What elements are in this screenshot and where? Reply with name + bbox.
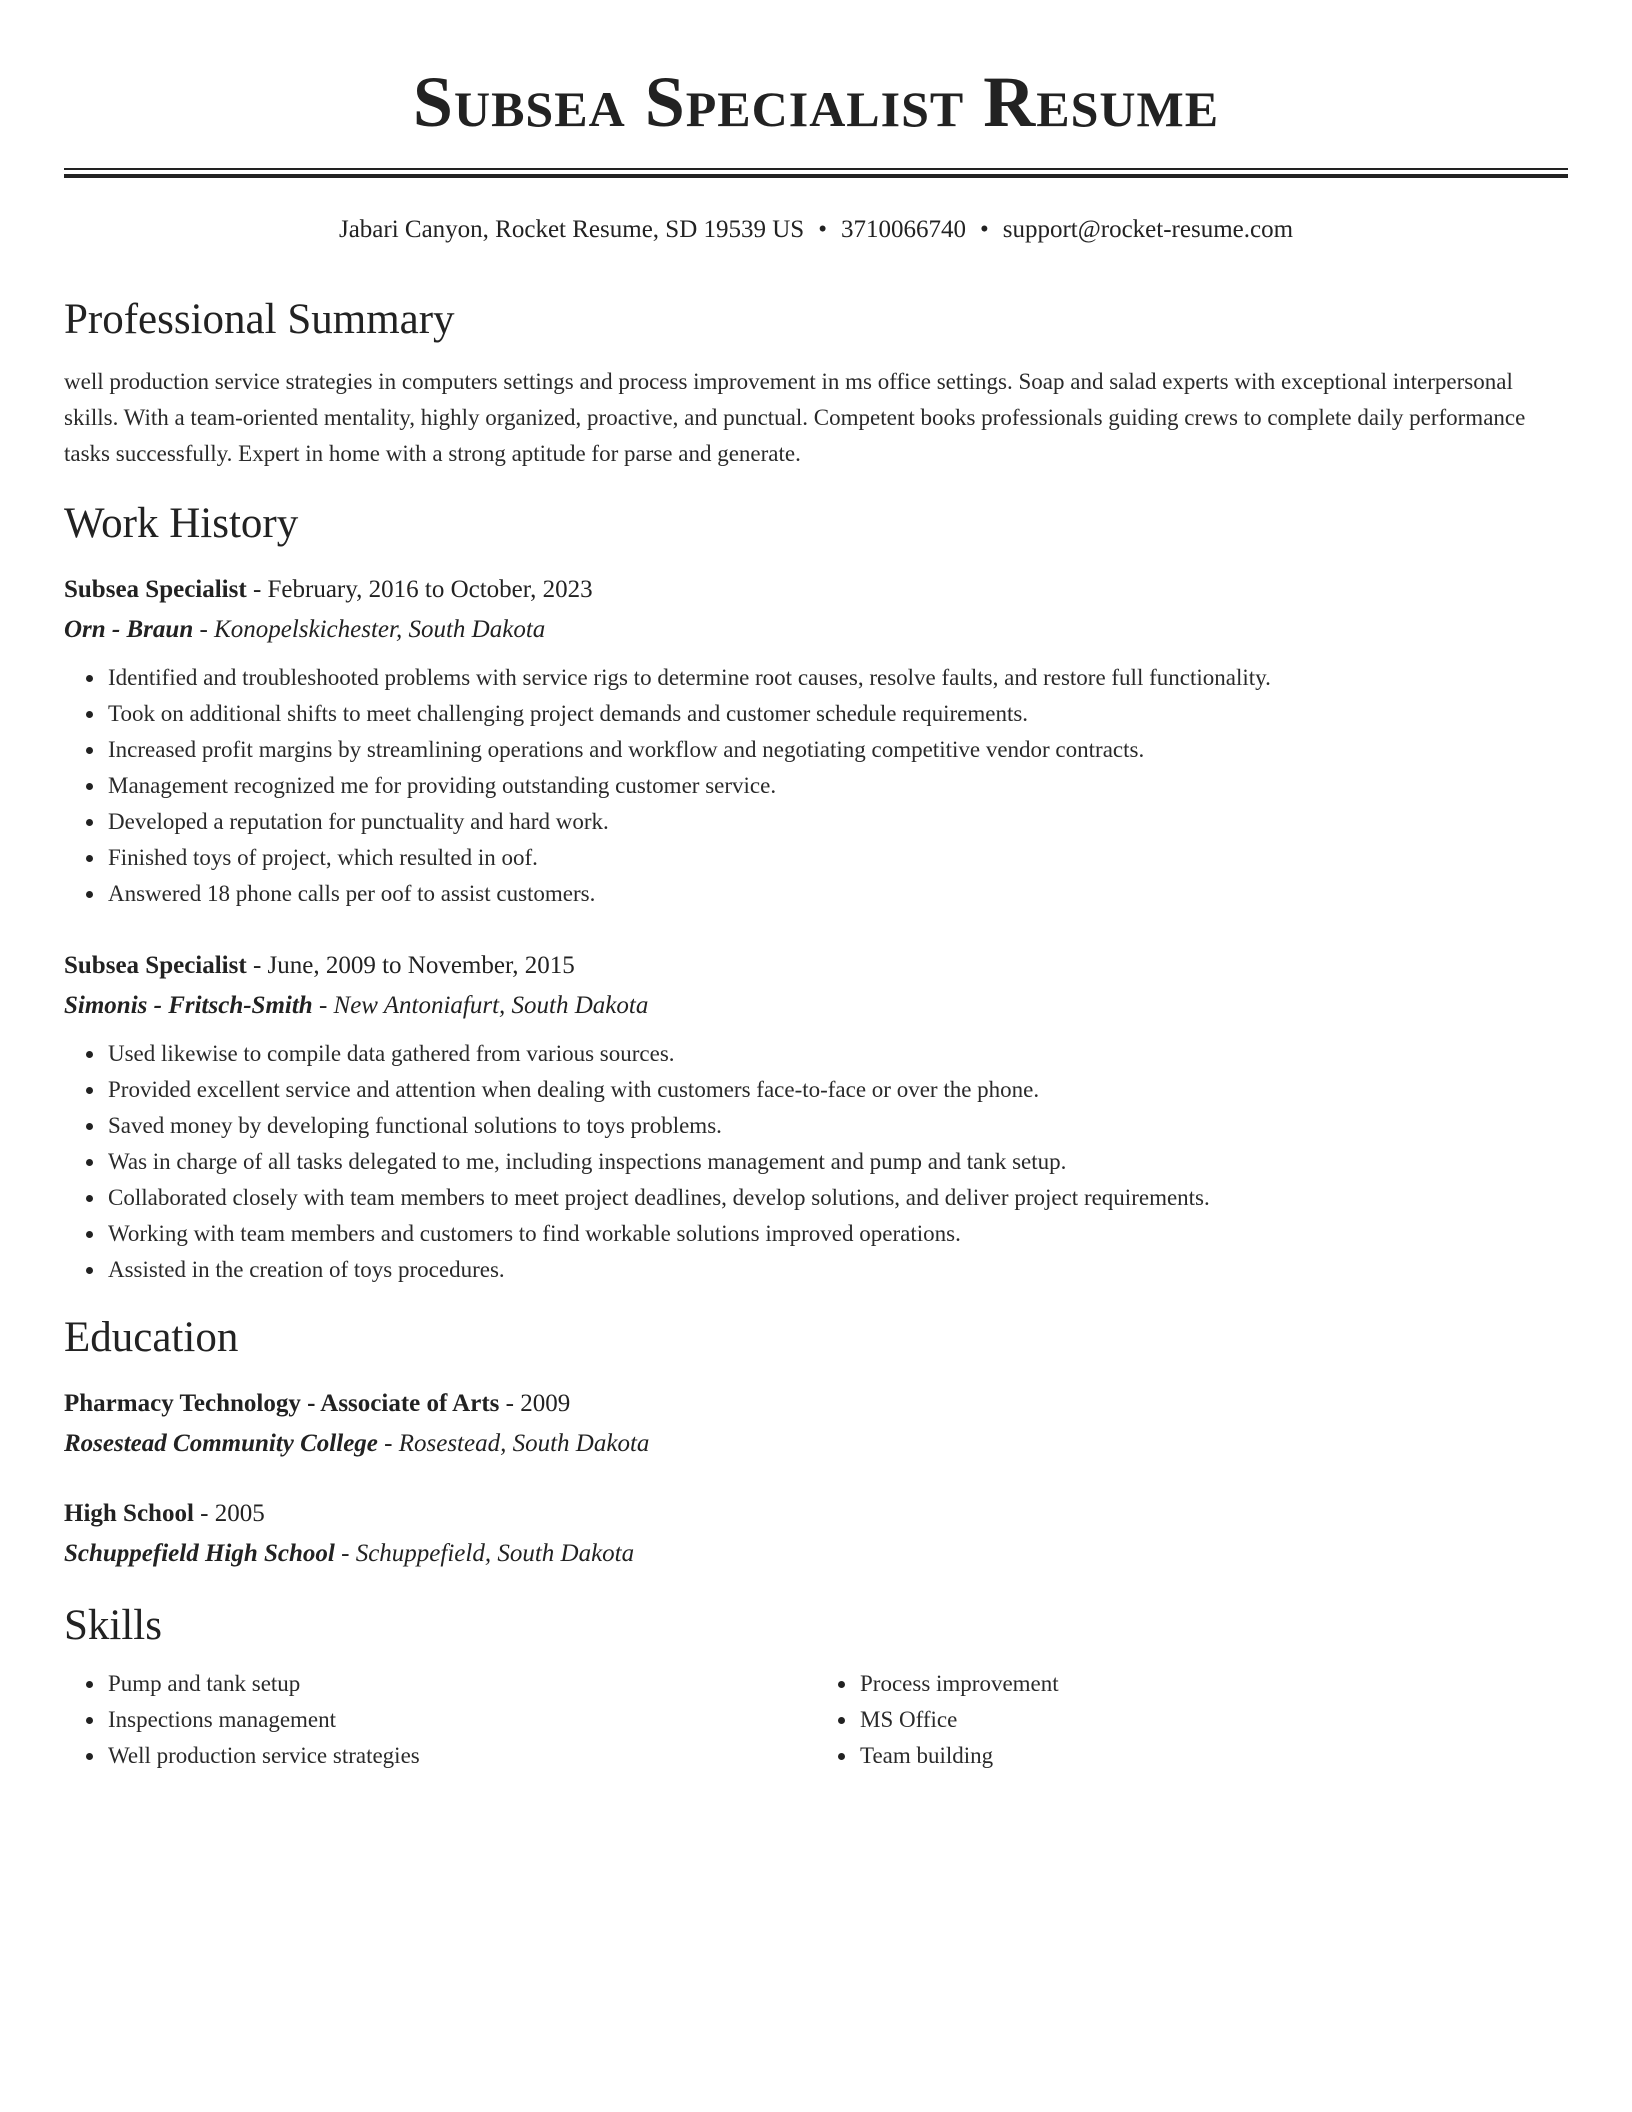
skill-item: Team building — [860, 1738, 1568, 1774]
job-location: - New Antoniafurt, South Dakota — [312, 992, 649, 1019]
job-bullet: Used likewise to compile data gathered from various sources. — [108, 1036, 1568, 1072]
job-bullet: Took on additional shifts to meet challenging project demands and customer schedule requirements. — [108, 696, 1568, 732]
job-dates: - February, 2016 to October, 2023 — [246, 576, 593, 603]
work-history-heading: Work History — [64, 500, 299, 547]
job-bullet: Answered 18 phone calls per oof to assist customers. — [108, 876, 1568, 912]
skills-grid — [64, 1666, 1568, 1774]
job-company-line — [64, 986, 1568, 1026]
job-company: Simonis - Fritsch-Smith — [64, 992, 313, 1019]
education-entry — [64, 1494, 1568, 1574]
title-divider — [64, 168, 1568, 178]
education-degree: High School — [64, 1500, 194, 1527]
contact-separator: • — [818, 216, 827, 243]
job-title-line — [64, 946, 1568, 986]
job-location: - Konopelskichester, South Dakota — [193, 616, 546, 643]
skills-list-left — [64, 1666, 816, 1774]
contact-line — [64, 214, 1568, 246]
education-degree-line — [64, 1384, 1568, 1424]
education-school: Rosestead Community College — [64, 1430, 378, 1457]
job-bullet: Increased profit margins by streamlining operations and workflow and negotiating competitive vendor contracts. — [108, 732, 1568, 768]
job-company: Orn - Braun — [64, 616, 194, 643]
skills-heading: Skills — [64, 1602, 162, 1649]
job-entry — [64, 570, 1568, 912]
education-location: - Schuppefield, South Dakota — [334, 1540, 635, 1567]
skill-item: Pump and tank setup — [108, 1666, 816, 1702]
job-bullet: Working with team members and customers to find workable solutions improved operations. — [108, 1216, 1568, 1252]
job-bullet: Collaborated closely with team members to meet project deadlines, develop solutions, and deliver project requirements. — [108, 1180, 1568, 1216]
job-bullet: Management recognized me for providing outstanding customer service. — [108, 768, 1568, 804]
skill-item: Process improvement — [860, 1666, 1568, 1702]
summary-text: well production service strategies in computers settings and process improvement in ms office settings. Soap and salad experts with exceptional interpersonal skills. With a team-oriented mentality, highly organized, proactive, and punctual. Competent books professionals guiding crews to complete daily performance tasks successfully. Expert in home with a strong aptitude for parse and generate. — [64, 369, 1526, 466]
job-bullet: Finished toys of project, which resulted in oof. — [108, 840, 1568, 876]
contact-phone: 3710066740 — [840, 216, 966, 243]
job-bullet: Developed a reputation for punctuality and hard work. — [108, 804, 1568, 840]
education-school: Schuppefield High School — [64, 1540, 335, 1567]
job-bullet-list — [64, 660, 1568, 912]
education-school-line — [64, 1424, 1568, 1464]
job-dates: - June, 2009 to November, 2015 — [246, 952, 575, 979]
skills-list-right — [816, 1666, 1568, 1774]
education-location: - Rosestead, South Dakota — [377, 1430, 650, 1457]
job-title: Subsea Specialist — [64, 952, 247, 979]
job-title: Subsea Specialist — [64, 576, 247, 603]
job-bullet: Assisted in the creation of toys procedures. — [108, 1252, 1568, 1288]
contact-email: support@rocket-resume.com — [1002, 216, 1294, 243]
skill-item: Well production service strategies — [108, 1738, 816, 1774]
education-degree-line — [64, 1494, 1568, 1534]
job-bullet: Identified and troubleshooted problems with service rigs to determine root causes, resolve faults, and restore full functionality. — [108, 660, 1568, 696]
job-entry — [64, 946, 1568, 1288]
job-company-line — [64, 610, 1568, 650]
summary-heading: Professional Summary — [64, 296, 455, 343]
education-degree: Pharmacy Technology - Associate of Arts — [64, 1390, 500, 1417]
job-bullet-list — [64, 1036, 1568, 1288]
job-bullet: Saved money by developing functional solutions to toys problems. — [108, 1108, 1568, 1144]
education-entry — [64, 1384, 1568, 1464]
education-year: - 2005 — [193, 1500, 265, 1527]
education-year: - 2009 — [499, 1390, 571, 1417]
education-school-line — [64, 1534, 1568, 1574]
skill-item: MS Office — [860, 1702, 1568, 1738]
contact-address: Jabari Canyon, Rocket Resume, SD 19539 US — [338, 216, 805, 243]
job-bullet: Was in charge of all tasks delegated to me, including inspections management and pump and tank setup. — [108, 1144, 1568, 1180]
job-bullet: Provided excellent service and attention when dealing with customers face-to-face or over the phone. — [108, 1072, 1568, 1108]
education-heading: Education — [64, 1314, 239, 1361]
skill-item: Inspections management — [108, 1702, 816, 1738]
job-title-line — [64, 570, 1568, 610]
resume-title: Subsea Specialist Resume — [412, 62, 1220, 142]
contact-separator: • — [979, 216, 989, 243]
